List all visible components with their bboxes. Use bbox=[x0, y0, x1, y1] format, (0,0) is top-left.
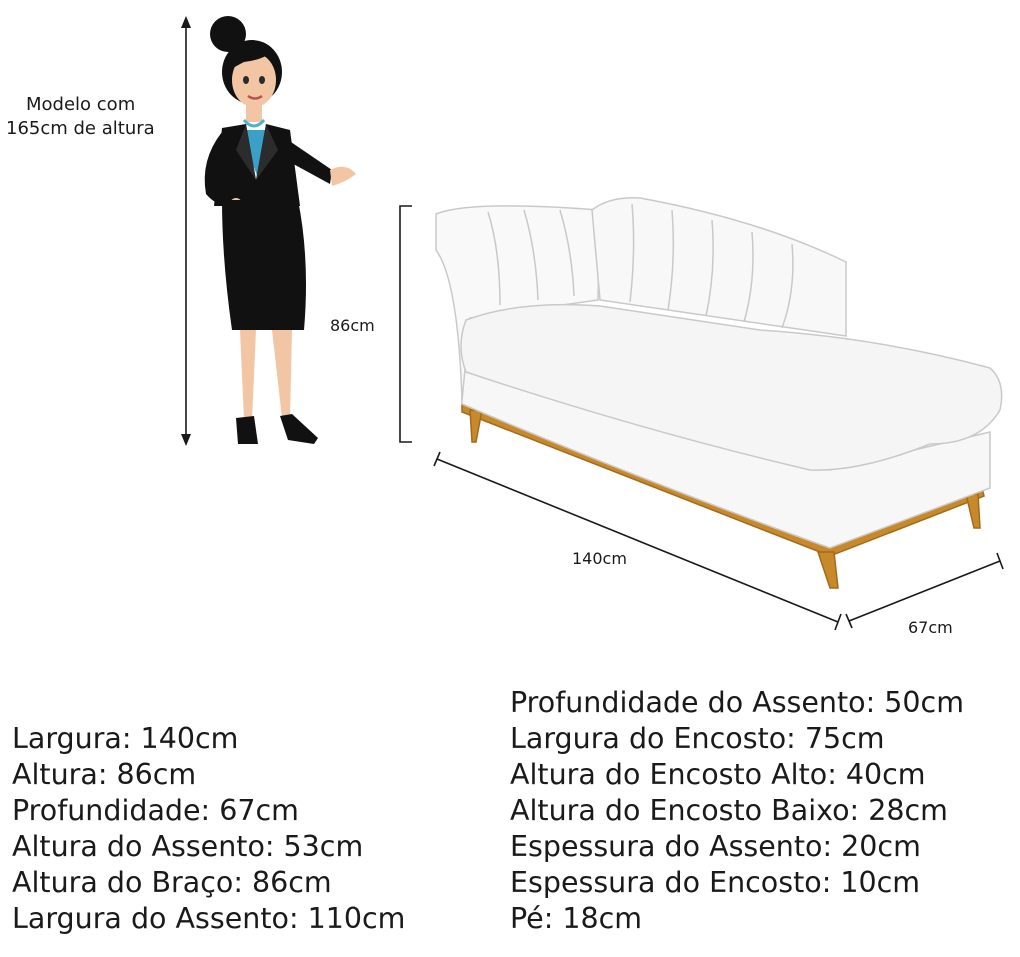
spec-item: Altura do Encosto Baixo: 28cm bbox=[510, 794, 948, 827]
depth-label: 67cm bbox=[908, 618, 953, 637]
spec-item: Pé: 18cm bbox=[510, 902, 643, 935]
depth-dimension-line bbox=[846, 553, 1003, 628]
width-label: 140cm bbox=[572, 549, 627, 568]
spec-item: Altura: 86cm bbox=[12, 758, 197, 791]
spec-item: Altura do Encosto Alto: 40cm bbox=[510, 758, 926, 791]
height-label: 86cm bbox=[330, 316, 375, 335]
spec-item: Altura do Braço: 86cm bbox=[12, 866, 332, 899]
model-label-line2: 165cm de altura bbox=[6, 118, 155, 139]
spec-item: Largura do Encosto: 75cm bbox=[510, 722, 885, 755]
sofa-height-bracket bbox=[400, 206, 412, 442]
spec-item: Largura: 140cm bbox=[12, 722, 239, 755]
specs-right-list bbox=[510, 685, 964, 937]
model-height-arrow bbox=[181, 16, 191, 446]
spec-item: Profundidade: 67cm bbox=[12, 794, 299, 827]
spec-item: Largura do Assento: 110cm bbox=[12, 902, 406, 935]
model-label-line1: Modelo com bbox=[26, 94, 136, 115]
spec-item: Profundidade do Assento: 50cm bbox=[510, 686, 964, 719]
spec-item: Espessura do Encosto: 10cm bbox=[510, 866, 921, 899]
spec-item: Altura do Assento: 53cm bbox=[12, 830, 364, 863]
woman-figure bbox=[205, 16, 356, 444]
spec-item: Espessura do Assento: 20cm bbox=[510, 830, 921, 863]
specs-left-list bbox=[12, 721, 405, 937]
chaise-sofa bbox=[436, 198, 1002, 588]
